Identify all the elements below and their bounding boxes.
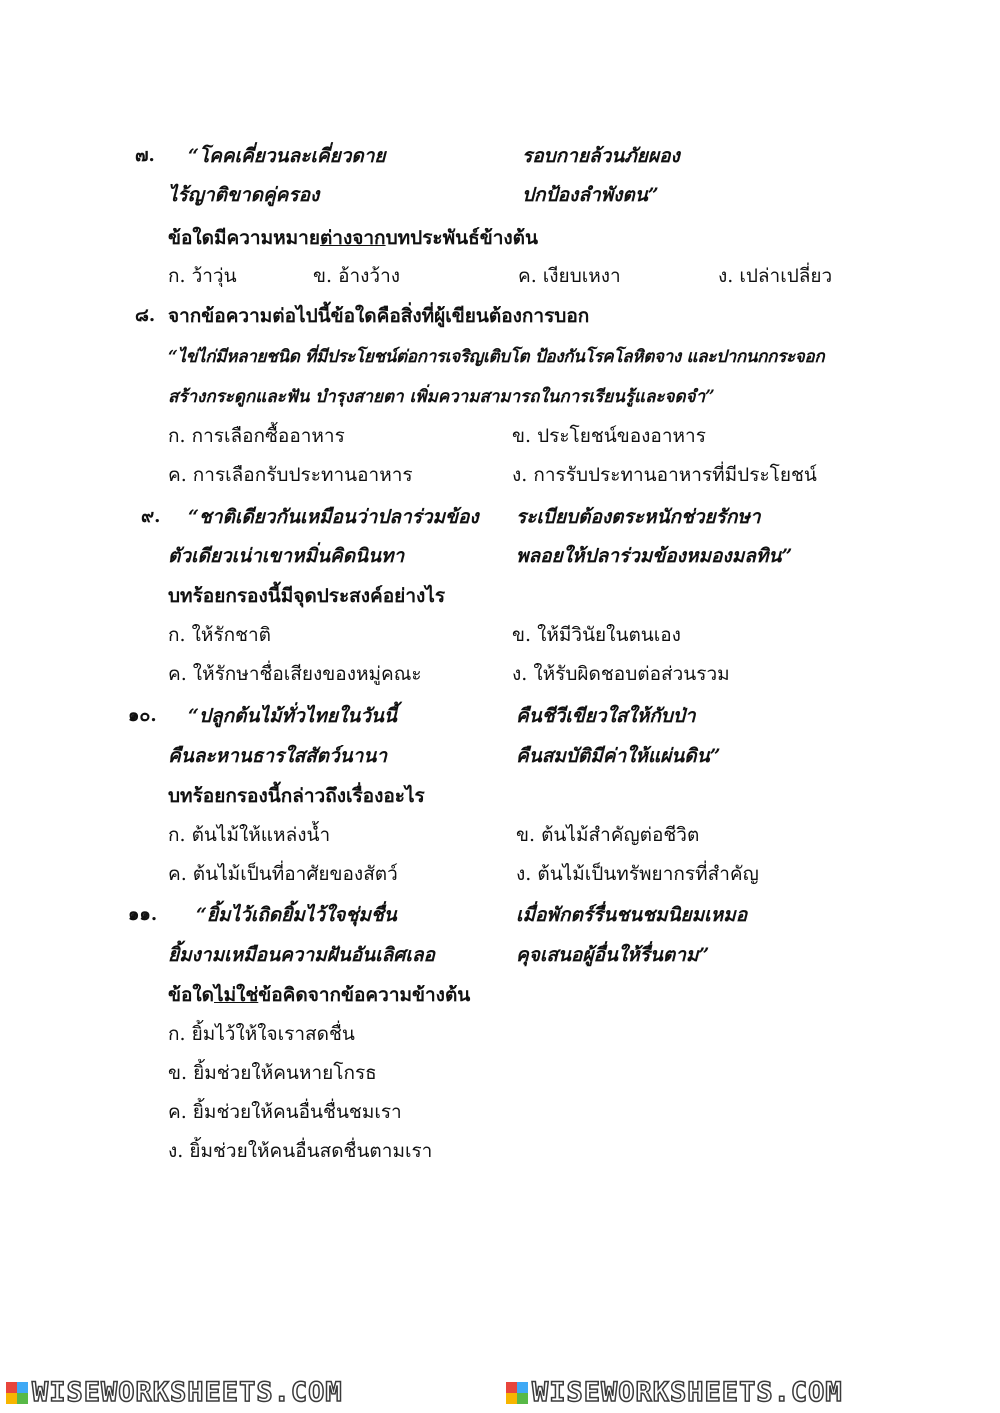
verse-line: ไร้ญาติขาดคู่ครอง — [168, 184, 320, 206]
question-text-part: ข้อใดมีความหมาย — [168, 227, 320, 249]
choice-b[interactable]: ข. ให้มีวินัยในตนเอง — [512, 624, 681, 646]
choice-a[interactable]: ก. ให้รักชาติ — [168, 624, 271, 646]
verse-line: ยิ้มงามเหมือนความฝันอันเลิศเลอ — [168, 944, 435, 966]
choice-c[interactable]: ค. การเลือกรับประทานอาหาร — [168, 464, 413, 486]
footer-watermark — [0, 1378, 1000, 1408]
choice-b[interactable]: ข. ต้นไม้สำคัญต่อชีวิต — [516, 824, 700, 846]
watermark-text: WISEWORKSHEETS.COM — [32, 1377, 343, 1408]
passage-line: สร้างกระดูกและฟัน บำรุงสายตา เพิ่มความสามารถในการเรียนรู้และจดจำ” — [168, 387, 715, 407]
verse-line: “ยิ้มไว้เถิดยิ้มไว้ใจชุ่มชื่น — [196, 904, 397, 926]
passage-line: “ไข่ไก่มีหลายชนิด ที่มีประโยชน์ต่อการเจริญเติบโต ป้องกันโรคโลหิตจาง และปากนกกระจอก — [168, 347, 825, 367]
choice-a[interactable]: ก. ว้าวุ่น — [168, 265, 237, 287]
verse-line: “ปลูกต้นไม้ทั่วไทยในวันนี้ — [188, 705, 397, 727]
wiseworksheets-logo-icon — [6, 1382, 28, 1404]
verse-line: พลอยให้ปลาร่วมข้องหมองมลทิน” — [516, 545, 793, 567]
question-text: จากข้อความต่อไปนี้ข้อใดคือสิ่งที่ผู้เขียนต้องการบอก — [168, 305, 590, 327]
choice-c[interactable]: ค. ต้นไม้เป็นที่อาศัยของสัตว์ — [168, 863, 398, 885]
choice-a[interactable]: ก. การเลือกซื้ออาหาร — [168, 425, 345, 447]
question-text: บทร้อยกรองนี้มีจุดประสงค์อย่างไร — [168, 585, 446, 607]
verse-line: คืนละหานธารใสสัตว์นานา — [168, 745, 387, 767]
verse-line: “ชาติเดียวกันเหมือนว่าปลาร่วมข้อง — [188, 506, 479, 528]
question-text-emphasis: ไม่ใช่ — [214, 984, 259, 1006]
verse-line: ปกป้องลำพังตน” — [522, 184, 659, 206]
verse-line: คืนชีวีเขียวใสให้กับป่า — [516, 705, 696, 727]
choice-c[interactable]: ค. ให้รักษาชื่อเสียงของหมู่คณะ — [168, 663, 422, 685]
question-text-part: ข้อใด — [168, 984, 215, 1006]
choice-d[interactable]: ง. ให้รับผิดชอบต่อส่วนรวม — [512, 663, 730, 685]
verse-line: ระเบียบต้องตระหนักช่วยรักษา — [516, 506, 761, 528]
choice-c[interactable]: ค. เงียบเหงา — [518, 265, 621, 287]
question-number: ๙. — [141, 506, 161, 527]
verse-line: ตัวเดียวเน่าเขาหมิ่นคิดนินทา — [168, 545, 405, 567]
choice-d[interactable]: ง. เปล่าเปลี่ยว — [718, 265, 833, 287]
choice-c[interactable]: ค. ยิ้มช่วยให้คนอื่นชื่นชมเรา — [168, 1101, 402, 1123]
choice-a[interactable]: ก. ต้นไม้ให้แหล่งน้ำ — [168, 824, 331, 846]
question-text — [168, 983, 470, 1007]
choice-d[interactable]: ง. การรับประทานอาหารที่มีประโยชน์ — [512, 464, 817, 486]
question-text-part: บทประพันธ์ข้างต้น — [385, 227, 538, 249]
choice-b[interactable]: ข. ประโยชน์ของอาหาร — [512, 425, 706, 447]
question-number: ๘. — [135, 305, 156, 326]
verse-line: รอบกายล้วนภัยผอง — [522, 145, 680, 167]
question-text-part: ข้อคิดจากข้อความข้างต้น — [258, 984, 471, 1006]
question-number: ๑๐. — [128, 705, 157, 726]
verse-line: คืนสมบัติมีค่าให้แผ่นดิน” — [516, 745, 721, 767]
wiseworksheets-logo-icon — [506, 1382, 528, 1404]
question-text — [168, 226, 538, 250]
verse-line: คุจเสนอผู้อื่นให้รื่นตาม” — [516, 944, 710, 966]
choice-d[interactable]: ง. ต้นไม้เป็นทรัพยากรที่สำคัญ — [516, 863, 759, 885]
question-number: ๗. — [135, 145, 155, 166]
question-number: ๑๑. — [128, 904, 158, 925]
choice-a[interactable]: ก. ยิ้มไว้ให้ใจเราสดชื่น — [168, 1023, 355, 1045]
choice-d[interactable]: ง. ยิ้มช่วยให้คนอื่นสดชื่นตามเรา — [168, 1140, 433, 1162]
choice-b[interactable]: ข. ยิ้มช่วยให้คนหายโกรธ — [168, 1062, 377, 1084]
question-text-emphasis: ต่างจาก — [319, 227, 386, 249]
verse-line: “โคคเคี่ยวนละเคี่ยวดาย — [188, 145, 386, 167]
verse-line: เมื่อพักตร์รื่นชนชมนิยมเหมอ — [516, 904, 748, 926]
choice-b[interactable]: ข. อ้างว้าง — [313, 265, 401, 287]
watermark-text: WISEWORKSHEETS.COM — [532, 1377, 843, 1408]
question-text: บทร้อยกรองนี้กล่าวถึงเรื่องอะไร — [168, 785, 425, 807]
